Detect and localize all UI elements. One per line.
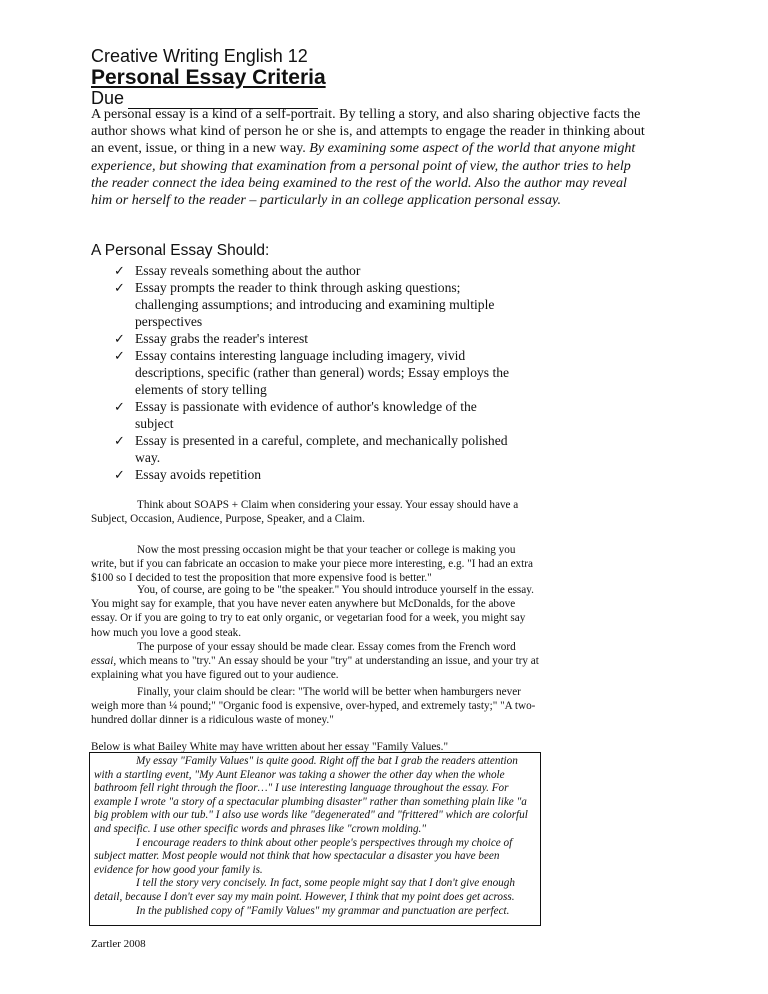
essai-word: essai,: [91, 655, 117, 668]
soaps-text: Think about SOAPS + Claim when considering your essay. Your essay should have a Subject, Occasion, Audience, Purpose, Speaker, and a Claim.: [91, 499, 519, 526]
speaker-text: You, of course, are going to be "the speaker." You should introduce yourself in the essay. You might say for example, that you have never eaten anywhere but McDonalds, for the above essay. Or if you are going to try to eat only organic, or vegetarian food for a week, you might say how much you love a good steak.: [91, 584, 534, 639]
example-essay-box: [89, 752, 541, 926]
checkmark-icon: ✓: [114, 331, 125, 346]
criteria-item-text: Essay reveals something about the author: [135, 263, 361, 278]
example-paragraph: I tell the story very concisely. In fact, some people might say that I don't give enough detail, because I don't ever say my main point. However, I think that my point does get across.: [94, 877, 515, 903]
criteria-heading: A Personal Essay Should:: [91, 242, 270, 259]
criteria-item: [114, 432, 514, 466]
criteria-item-text: Essay prompts the reader to think through asking questions; challenging assumptions; and introducing and examining multiple perspectives: [135, 280, 495, 329]
checkmark-icon: ✓: [114, 433, 125, 448]
checkmark-icon: ✓: [114, 280, 125, 295]
example-paragraph: My essay "Family Values" is quite good. Right off the bat I grab the readers attention with a startling event, "My Aunt Eleanor was taking a shower the other day when the whole bathroom fell right through the floor…" I use interesting language throughout the essay. For example I wrote "a story of a spectacular plumbing disaster" rather than something plain like "a big problem with our tub." I also use words like "degenerated" and "frittered" which are colorful and specific. I use other specific words and phrases like "crown molding.": [94, 755, 528, 835]
criteria-item: [114, 347, 514, 398]
speaker-paragraph: [91, 583, 541, 640]
criteria-item: [114, 279, 514, 330]
criteria-item-text: Essay avoids repetition: [135, 467, 262, 482]
purpose-text-start: The purpose of your essay should be made clear. Essay comes from the French word: [137, 641, 516, 653]
criteria-item-text: Essay is presented in a careful, complete, and mechanically polished way.: [135, 433, 508, 465]
example-paragraph: In the published copy of "Family Values" my grammar and punctuation are perfect.: [136, 904, 510, 917]
claim-paragraph: [91, 685, 541, 728]
checkmark-icon: ✓: [114, 348, 125, 363]
checkmark-icon: ✓: [114, 467, 125, 482]
page-title: Personal Essay Criteria: [91, 66, 326, 89]
occasion-text: Now the most pressing occasion might be that your teacher or college is making you write, but if you can fabricate an occasion to make your piece more interesting, e.g. "I had an extra $100 so I decided to test the proposition that more expensive food is better.": [91, 544, 533, 585]
checkmark-icon: ✓: [114, 263, 125, 278]
criteria-item-text: Essay contains interesting language including imagery, vivid descriptions, specific (rather than general) words; Essay employs the elements of story telling: [135, 348, 510, 397]
criteria-checklist: [114, 262, 514, 483]
intro-plain-text: A personal essay is a kind of a self-portrait. By telling a story, and also sharing objective facts the author shows what kind of person he or she is, and attempts to engage the reader in thinking about an event, issue, or thing in a new way.: [91, 106, 645, 157]
example-paragraph: I encourage readers to think about other people's perspectives through my choice of subject matter. Most people would not think that how spectacular a disaster you have been evidence for how good your family is.: [94, 836, 513, 876]
course-name: Creative Writing English 12: [91, 46, 308, 66]
purpose-paragraph: [91, 640, 541, 683]
footer-credit: Zartler 2008: [91, 938, 146, 950]
criteria-item-text: Essay grabs the reader's interest: [135, 331, 309, 346]
intro-italic-text: By examining some aspect of the world that anyone might experience, but showing that examination from a personal point of view, the author tries to help the reader connect the idea being examined to the rest of the world. Also the author may reveal him or herself to the reader – particularly in an college application personal essay.: [91, 140, 636, 209]
occasion-paragraph: [91, 543, 541, 586]
checkmark-icon: ✓: [114, 399, 125, 414]
purpose-text: [91, 640, 541, 683]
due-label: Due: [91, 88, 125, 108]
criteria-item: [114, 466, 514, 483]
criteria-item: [114, 262, 514, 279]
criteria-item: [114, 398, 514, 432]
intro-paragraph: [91, 106, 651, 209]
purpose-text-end: which means to "try." An essay should be your "try" at understanding an issue, and your try at explaining what you have figured out to your audience.: [91, 655, 539, 682]
claim-text: Finally, your claim should be clear: "The world will be better when hamburgers never weigh more than ¼ pound;" "Organic food is expensive, over-hyped, and extremely tasty;" "A two-hundred dollar dinner is a ridiculous waste of money.": [91, 686, 536, 727]
criteria-item-text: Essay is passionate with evidence of author's knowledge of the subject: [135, 399, 477, 431]
soaps-paragraph: [91, 498, 541, 526]
criteria-item: [114, 330, 514, 347]
example-intro: Below is what Bailey White may have written about her essay "Family Values.": [91, 741, 449, 753]
